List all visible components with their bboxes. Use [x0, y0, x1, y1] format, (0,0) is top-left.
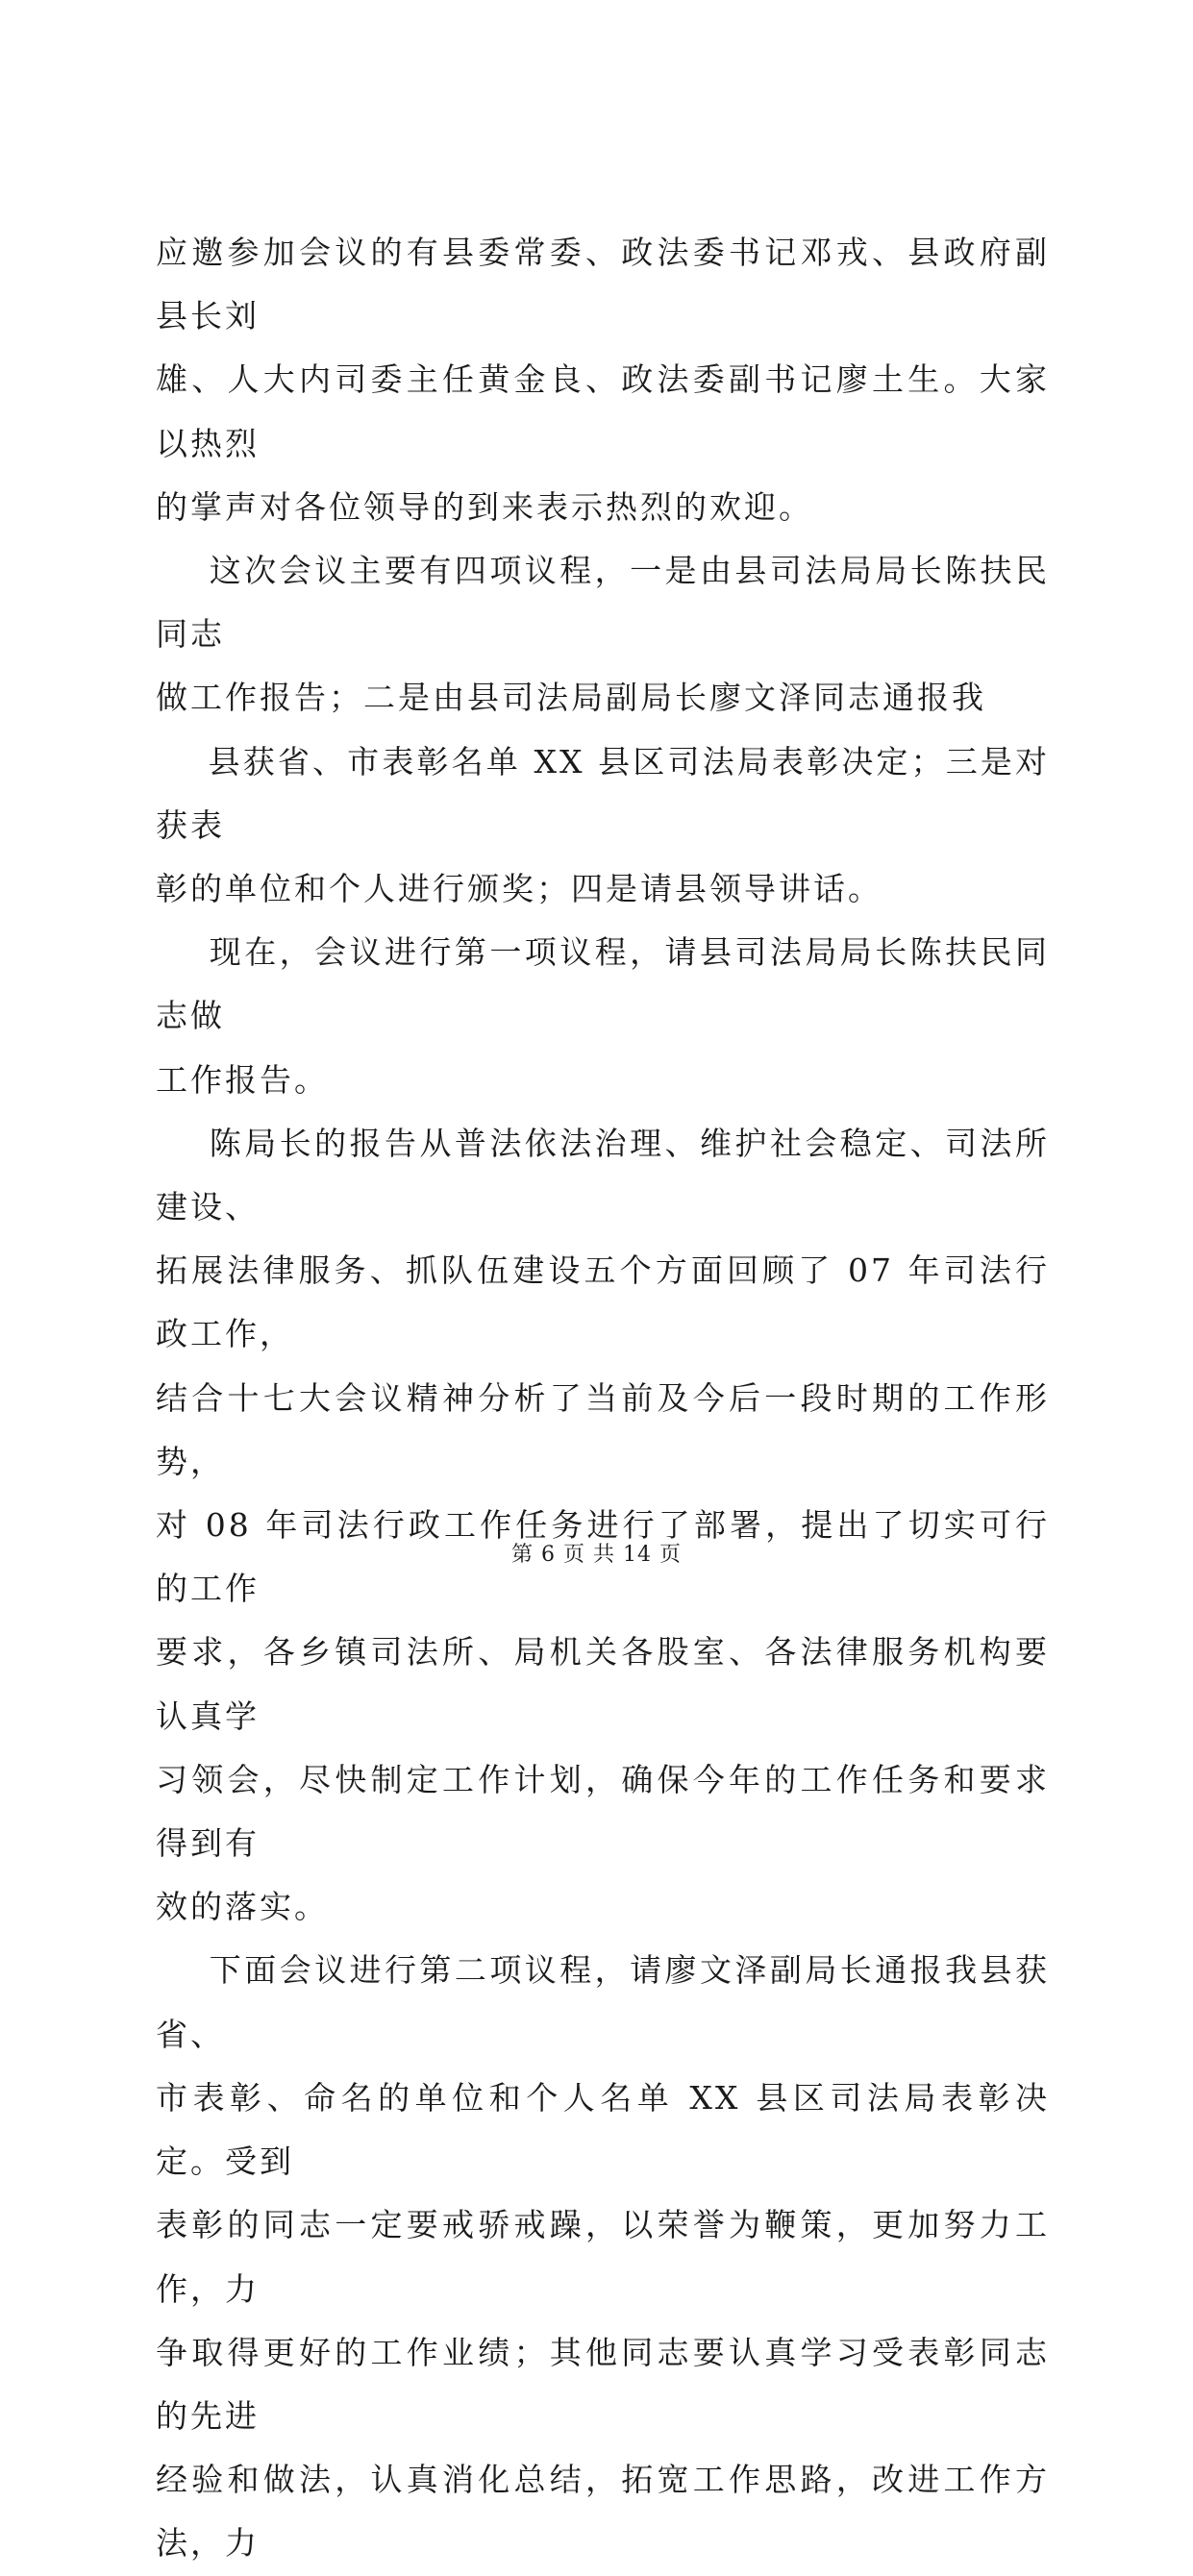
text-line: 下面会议进行第二项议程，请廖文泽副局长通报我县获省、 [156, 1951, 1050, 2053]
text-line: 市表彰、命名的单位和个人名单 XX 县区司法局表彰决定。受到 [156, 2078, 1050, 2181]
text-line: 现在，会议进行第一项议程，请县司法局局长陈扶民同志做 [156, 933, 1050, 1035]
text-line: 陈局长的报告从普法依法治理、维护社会稳定、司法所建设、 [156, 1124, 1050, 1226]
text-line: 效的落实。 [156, 1888, 329, 1926]
text-line: 工作报告。 [156, 1060, 329, 1099]
text-line: 彰的单位和个人进行颁奖；四是请县领导讲话。 [156, 870, 882, 908]
page-number-footer: 第 6 页 共 14 页 [511, 1543, 682, 1567]
text-line: 要求，各乡镇司法所、局机关各股室、各法律服务机构要认真学 [156, 1633, 1050, 1735]
text-line: 县获省、市表彰名单 XX 县区司法局表彰决定；三是对获表 [156, 742, 1050, 844]
text-line: 应邀参加会议的有县委常委、政法委书记邓戎、县政府副县长刘 [156, 234, 1050, 335]
text-line: 表彰的同志一定要戒骄戒躁，以荣誉为鞭策，更加努力工作，力 [156, 2206, 1050, 2308]
text-line: 的掌声对各位领导的到来表示热烈的欢迎。 [156, 487, 813, 526]
text-line: 习领会，尽快制定工作计划，确保今年的工作任务和要求得到有 [156, 1760, 1050, 1863]
text-line: 对 08 年司法行政工作任务进行了部署，提出了切实可行的工作 [156, 1506, 1050, 1608]
text-line: 结合十七大会议精神分析了当前及今后一段时期的工作形势， [156, 1378, 1050, 1480]
text-line: 做工作报告；二是由县司法局副局长廖文泽同志通报我 [156, 679, 986, 717]
text-line: 争取得更好的工作业绩；其他同志要认真学习受表彰同志的先进 [156, 2333, 1050, 2435]
text-line: 经验和做法，认真消化总结，拓宽工作思路，改进工作方法，力 [156, 2461, 1050, 2563]
body-text [156, 221, 1050, 2576]
text-line: 这次会议主要有四项议程，一是由县司法局局长陈扶民同志 [156, 552, 1050, 654]
text-line: 雄、人大内司委主任黄金良、政法委副书记廖土生。大家以热烈 [156, 360, 1050, 462]
text-line: 拓展法律服务、抓队伍建设五个方面回顾了 07 年司法行政工作， [156, 1251, 1050, 1353]
